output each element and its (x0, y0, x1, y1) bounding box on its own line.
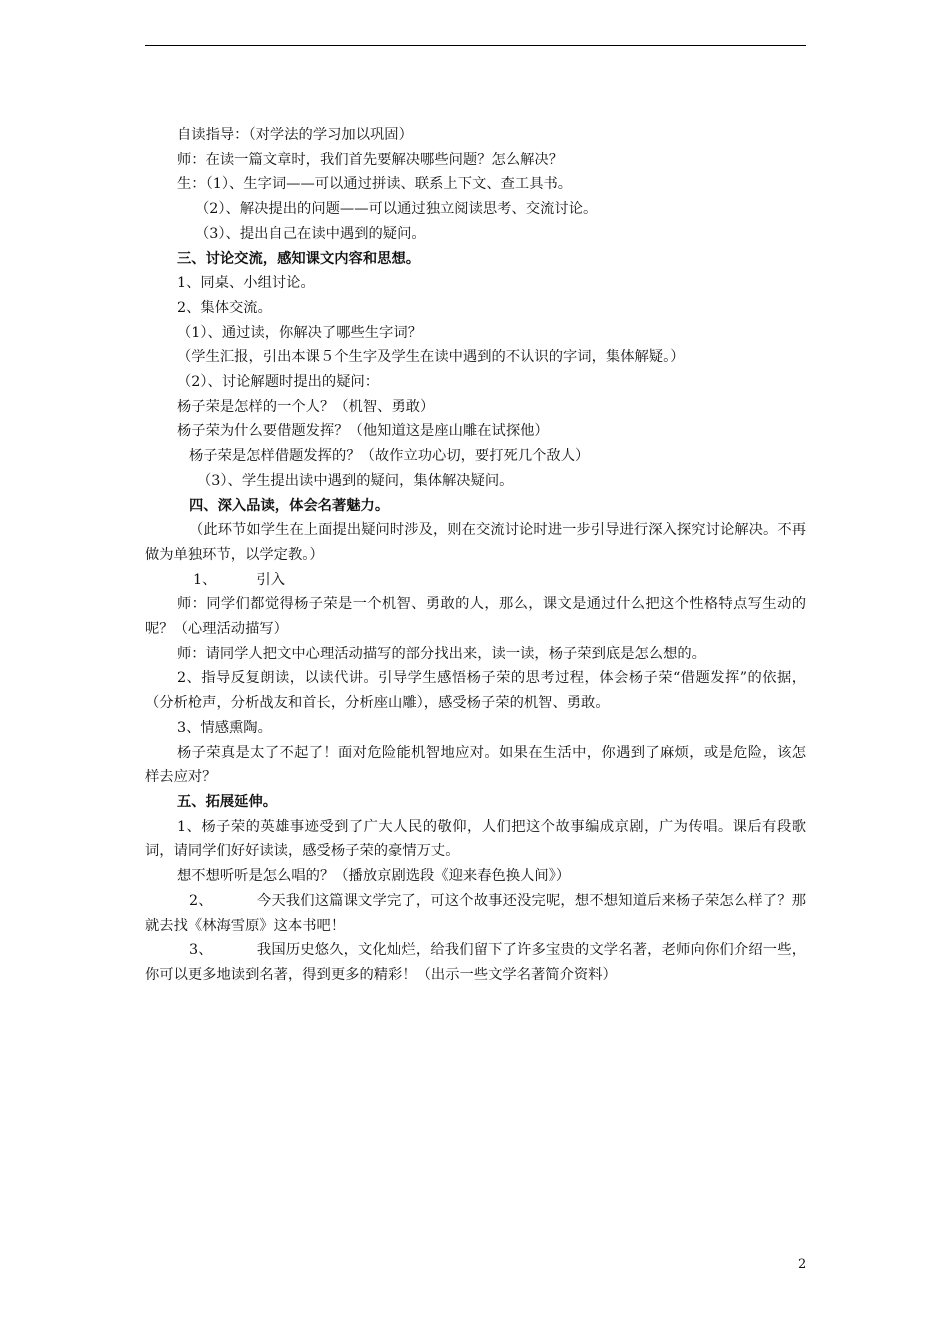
numbered-paragraph (145, 889, 806, 938)
section-heading: 四、深入品读，体会名著魅力。 (189, 497, 390, 514)
item-text: 我国历史悠久，文化灿烂，给我们留下了许多宝贵的文学名著，老师向你们介绍一些，你可以更多地读到名著，得到更多的精彩！（出示一些文学名著简介资料） (145, 942, 806, 983)
paragraph: 师：请同学人把文中心理活动描写的部分找出来，读一读，杨子荣到底是怎么想的。 (177, 645, 706, 662)
section-heading: 五、拓展延伸。 (177, 793, 278, 810)
text-line: 1、同桌、小组讨论。 (177, 275, 315, 292)
text-line: 3、情感熏陶。 (177, 719, 272, 736)
item-text: 引入 (256, 571, 285, 588)
header-rule (145, 45, 806, 46)
text-line: （1）、通过读，你解决了哪些生字词？ (177, 324, 422, 341)
paragraph: 2、指导反复朗读，以读代讲。引导学生感悟杨子荣的思考过程，体会杨子荣“借题发挥”的依据，（分析枪声，分析战友和首长，分析座山雕），感受杨子荣的机智、勇敢。 (145, 670, 806, 712)
numbered-line (145, 568, 806, 593)
document-body (145, 123, 806, 988)
text-line: （2）、解决提出的问题——可以通过独立阅读思考、交流讨论。 (195, 201, 598, 218)
text-line: （3）、学生提出读中遇到的疑问，集体解决疑问。 (197, 472, 514, 489)
item-number: 1、 (193, 571, 217, 588)
text-line: 生：（1）、生字词——可以通过拼读、联系上下文、查工具书。 (177, 176, 573, 193)
paragraph: 杨子荣真是太了不起了！面对危险能机智地应对。如果在生活中，你遇到了麻烦，或是危险，该怎样去应对？ (145, 744, 806, 786)
section-heading: 三、讨论交流，感知课文内容和思想。 (177, 250, 421, 267)
page-number: 2 (798, 1257, 807, 1272)
text-line: 杨子荣为什么要借题发挥？（他知道这是座山雕在试探他） (177, 423, 549, 440)
text-line: 师：在读一篇文章时，我们首先要解决哪些问题？怎么解决？ (177, 151, 564, 168)
numbered-paragraph (145, 938, 806, 987)
text-line: （2）、讨论解题时提出的疑问： (177, 374, 380, 391)
text-line: 想不想听听是怎么唱的？（播放京剧选段《迎来春色换人间》） (177, 868, 571, 885)
item-text: 今天我们这篇课文学完了，可这个故事还没完呢，想不想知道后来杨子荣怎么样了？那就去找《林海雪原》这本书吧！ (145, 892, 806, 934)
text-line: 2、集体交流。 (177, 299, 272, 316)
item-number: 2、 (189, 892, 213, 909)
paragraph: 师：同学们都觉得杨子荣是一个机智、勇敢的人，那么，课文是通过什么把这个性格特点写生动的呢？（心理活动描写） (145, 596, 806, 638)
text-line: 杨子荣是怎样借题发挥的？（故作立功心切，要打死几个敌人） (189, 448, 590, 465)
text-line: （3）、提出自己在读中遇到的疑问。 (195, 225, 426, 242)
text-line: 自读指导：（对学法的学习加以巩固） (177, 127, 413, 143)
paragraph: 1、杨子荣的英雄事迹受到了广大人民的敬仰，人们把这个故事编成京剧，广为传唱。课后有段歌词，请同学们好好读读，感受杨子荣的豪情万丈。 (145, 818, 806, 860)
text-line: （学生汇报，引出本课５个生字及学生在读中遇到的不认识的字词，集体解疑。） (177, 349, 685, 366)
item-number: 3、 (189, 942, 213, 959)
text-line: 杨子荣是怎样的一个人？（机智、勇敢） (177, 398, 435, 415)
paragraph: （此环节如学生在上面提出疑问时涉及，则在交流讨论时进一步引导进行深入探究讨论解决。不再做为单独环节，以学定教。） (145, 522, 806, 563)
